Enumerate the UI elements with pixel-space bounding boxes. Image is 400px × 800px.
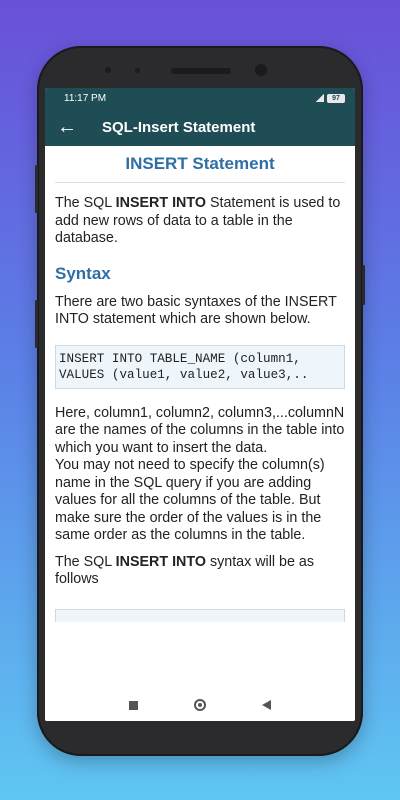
syntax2-paragraph	[55, 554, 345, 589]
code-block-2[interactable]	[55, 609, 345, 622]
code-line: VALUES (value1, value2, value3,..	[59, 367, 309, 382]
arrow-left-icon[interactable]: ←	[57, 116, 77, 138]
power-button-right	[362, 265, 365, 305]
phone-screen	[45, 88, 355, 721]
intro-paragraph	[55, 195, 345, 248]
code-line: INSERT INTO TABLE_NAME (column1,	[59, 351, 309, 366]
syntax2-text-start: The SQL	[55, 553, 116, 570]
power-button-left	[35, 300, 38, 348]
intro-keyword: INSERT INTO	[115, 195, 206, 211]
app-bar-title: SQL-Insert Statement	[102, 118, 256, 136]
syntax-paragraph: There are two basic syntaxes of the INSERT INTO statement which are shown below.	[55, 293, 337, 327]
proximity-sensor	[135, 68, 140, 73]
explanation-line-1: Here, column1, column2, column3,...columnN are the names of the columns in the table into which you want to insert the data.	[55, 404, 345, 456]
front-sensor	[105, 67, 111, 73]
front-camera	[255, 64, 267, 76]
status-icons	[316, 94, 345, 103]
recents-square-icon[interactable]	[129, 701, 138, 710]
battery-icon: 97	[327, 94, 345, 103]
explanation-paragraph	[55, 405, 345, 545]
lesson-content[interactable]	[45, 146, 355, 622]
page-title: INSERT Statement	[55, 146, 345, 183]
intro-text-end: Statement is used to add new rows of data to a table in the database.	[55, 195, 341, 246]
home-circle-icon[interactable]	[194, 699, 206, 711]
speaker-grille	[171, 68, 231, 74]
intro-text-start: The SQL	[55, 195, 116, 211]
android-nav-bar	[45, 689, 355, 721]
back-triangle-icon[interactable]	[262, 700, 271, 710]
syntax2-text-end: syntax will be as follows	[55, 553, 315, 587]
syntax-heading: Syntax	[55, 263, 111, 283]
status-time: 11:17 PM	[64, 92, 107, 104]
explanation-line-2: You may not need to specify the column(s) name in the SQL query if you are adding values for all the columns of the table. But make sure the order of the values is in the same order as the columns in the table.	[55, 457, 325, 543]
app-bar	[45, 108, 355, 146]
status-bar	[45, 88, 355, 108]
signal-icon	[316, 94, 324, 102]
syntax2-keyword: INSERT INTO	[115, 553, 206, 570]
volume-button	[35, 165, 38, 213]
code-block[interactable]	[55, 345, 345, 389]
